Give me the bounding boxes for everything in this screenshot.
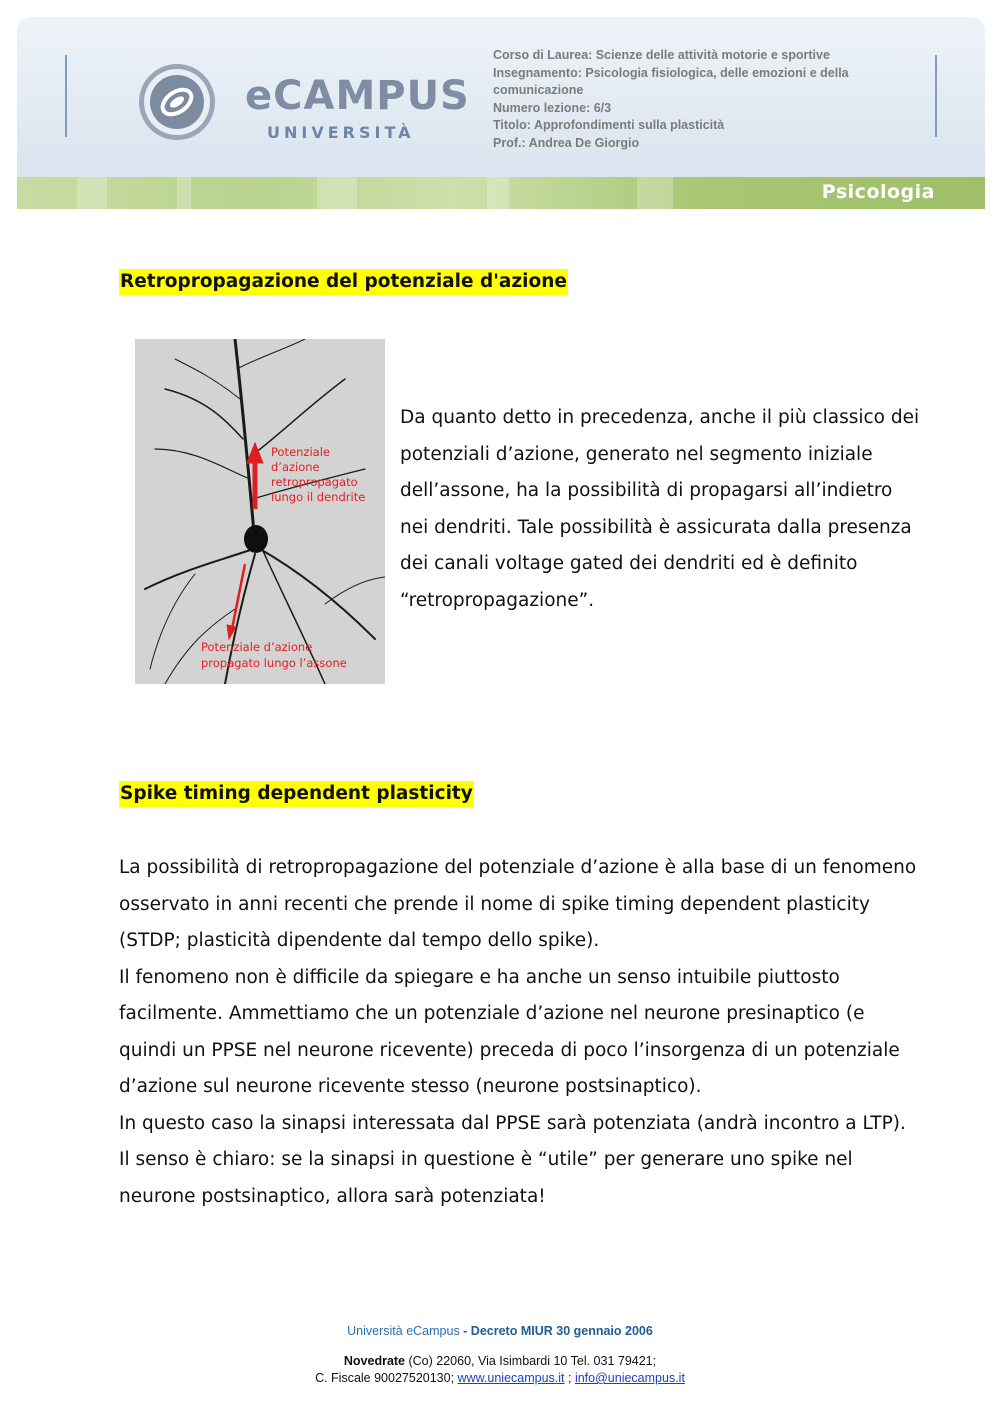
neuron-micrograph <box>135 339 385 684</box>
figure-label-bottom-1: Potenziale d’azione <box>201 640 313 654</box>
footer-city: Novedrate <box>343 1354 406 1368</box>
figure-label-top-4: lungo il dendrite <box>271 490 366 504</box>
course-info <box>493 47 913 152</box>
backpropagation-paragraph: Da quanto detto in precedenza, anche il più classico dei potenziali d’azione, generato nel segmento iniziale dell’assone, ha la possibilità di propagarsi all’indietro nei dendriti. Tale possibilità è assicurata dalla presenza dei canali voltage gated dei dendriti ed è definito “retropropagazione”. <box>400 407 920 611</box>
section-heading-backpropagation: Retropropagazione del potenziale d'azione <box>119 269 568 295</box>
header-divider-right <box>935 55 937 137</box>
course-title: Titolo: Approfondimenti sulla plasticità <box>493 118 725 132</box>
neuron-figure <box>135 339 385 684</box>
subject-label: Psicologia <box>821 181 935 203</box>
stdp-paragraph-1: La possibilità di retropropagazione del potenziale d’azione è alla base di un fenomeno osservato in anni recenti che prende il nome di spike timing dependent plasticity (STDP; plasticità dipendente dal tempo dello spike). <box>119 857 917 951</box>
backpropagation-text <box>400 400 920 619</box>
footer-website-link[interactable]: www.uniecampus.it <box>457 1371 565 1385</box>
figure-label-top-3: retropropagato <box>271 475 358 489</box>
logo-subtitle: UNIVERSITÀ <box>267 123 415 142</box>
ecampus-logo <box>137 57 470 157</box>
footer-decree: - Decreto MIUR 30 gennaio 2006 <box>459 1324 653 1338</box>
footer-tax-code: C. Fiscale 90027520130; <box>315 1371 458 1385</box>
stdp-text <box>119 850 919 1215</box>
footer-separator: ; <box>564 1371 575 1385</box>
footer-university <box>0 1324 1000 1338</box>
stdp-paragraph-2: Il fenomeno non è difficile da spiegare e ha anche un senso intuibile piuttosto facilmente. Ammettiamo che un potenziale d’azione nel neurone presinaptico (e quindi un PPSE nel neurone ricevente) preceda di poco l’insorgenza di un potenziale d’azione sul neurone ricevente stesso (neurone postsinaptico). <box>119 966 900 1097</box>
course-subject: Insegnamento: Psicologia fisiologica, delle emozioni e della comunicazione <box>493 65 849 97</box>
logo-emblem-icon <box>137 62 217 142</box>
stdp-paragraph-3: In questo caso la sinapsi interessata dal PPSE sarà potenziata (andrà incontro a LTP). Il senso è chiaro: se la sinapsi in questione è “utile” per generare uno spike nel neurone postsinaptico, allora sarà potenziata! <box>119 1112 906 1207</box>
course-professor: Prof.: Andrea De Giorgio <box>493 135 640 150</box>
course-lesson-number: Numero lezione: 6/3 <box>493 100 612 115</box>
course-degree: Corso di Laurea: Scienze delle attività motorie e sportive <box>493 48 830 62</box>
footer-university-name: Università eCampus <box>347 1324 460 1338</box>
header-divider-left <box>65 55 67 137</box>
figure-label-top-2: d’azione <box>271 460 320 474</box>
document-header <box>17 17 985 209</box>
footer-address <box>0 1354 1000 1368</box>
section-heading-stdp: Spike timing dependent plasticity <box>119 781 474 807</box>
subject-band <box>17 177 985 209</box>
figure-label-bottom-2: propagato lungo l’assone <box>201 656 347 670</box>
logo-wordmark: eCAMPUS <box>245 73 470 119</box>
footer-address-rest: (Co) 22060, Via Isimbardi 10 Tel. 031 79421; <box>405 1354 657 1368</box>
footer-contacts <box>0 1371 1000 1385</box>
footer-email-link[interactable]: info@uniecampus.it <box>574 1371 685 1385</box>
figure-label-top-1: Potenziale <box>271 445 330 459</box>
